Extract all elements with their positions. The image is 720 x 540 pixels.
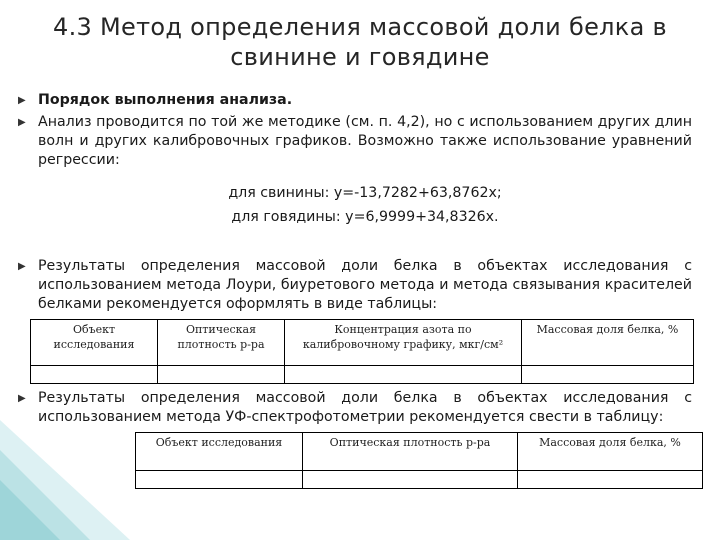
page-title: 4.3 Метод определения массовой доли белка в свинине и говядине <box>53 13 667 71</box>
list-item <box>18 257 692 314</box>
table-header-cell: Массовая доля белка, % <box>522 320 694 366</box>
table-cell <box>285 366 522 384</box>
table-cell <box>522 366 694 384</box>
bullet-icon: ▶ <box>18 393 26 404</box>
table-cell <box>31 366 158 384</box>
table-header-cell: Массовая доля белка, % <box>518 433 703 471</box>
table-header-cell: Оптическая плотность р-ра <box>158 320 285 366</box>
list-item <box>18 113 692 170</box>
method-paragraph: Анализ проводится по той же методике (см. п. 4,2), но с использованием других длин волн и других калибровочных графиков. Возможно также использование уравнений регрессии: <box>38 114 692 168</box>
table-cell <box>518 471 703 489</box>
table-header-row <box>31 320 694 366</box>
results-table-2 <box>135 432 703 489</box>
table-row <box>136 471 703 489</box>
table-row <box>31 366 694 384</box>
bullet-icon: ▶ <box>18 95 26 106</box>
results-paragraph-1: Результаты определения массовой доли белка в объектах исследования с использованием метода Лоури, биуретового метода и метода связывания красителей белками рекомендуется оформлять в виде таблицы: <box>38 258 692 312</box>
procedure-heading: Порядок выполнения анализа. <box>38 92 293 108</box>
bullet-icon: ▶ <box>18 117 26 128</box>
table-cell <box>136 471 303 489</box>
table-header-row <box>136 433 703 471</box>
list-item <box>18 91 692 110</box>
list-item <box>18 389 692 427</box>
results-table-1 <box>30 319 694 384</box>
table-header-cell: Концентрация азота по калибровочному графику, мкг/см² <box>285 320 522 366</box>
table-header-cell: Оптическая плотность р-ра <box>303 433 518 471</box>
bullet-icon: ▶ <box>18 261 26 272</box>
equation-beef: для говядины: у=6,9999+34,8326х. <box>231 209 499 225</box>
table-header-cell: Объект исследования <box>31 320 158 366</box>
table-header-cell: Объект исследования <box>136 433 303 471</box>
results-paragraph-2: Результаты определения массовой доли белка в объектах исследования с использованием метода УФ-спектрофотометрии рекомендуется свести в таблицу: <box>38 390 692 425</box>
table-cell <box>158 366 285 384</box>
table-cell <box>303 471 518 489</box>
equation-pork: для свинины: у=-13,7282+63,8762х; <box>228 185 502 201</box>
